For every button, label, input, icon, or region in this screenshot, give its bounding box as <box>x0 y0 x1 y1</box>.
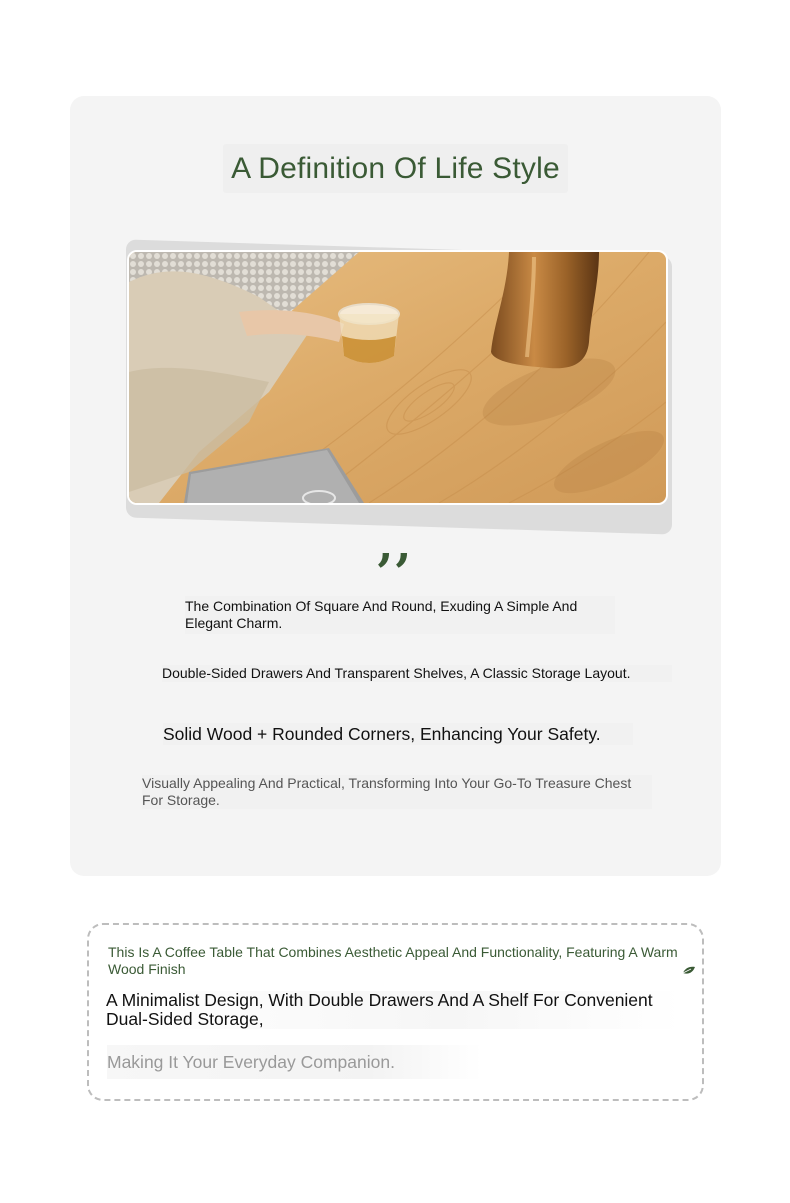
section-title: A Definition Of Life Style <box>70 152 721 186</box>
quote-mark: ,, <box>377 517 414 571</box>
feature-text-1: The Combination Of Square And Round, Exuding A Simple And Elegant Charm. <box>185 596 615 634</box>
description-box <box>87 923 704 1101</box>
lifestyle-photo <box>127 250 668 505</box>
description-line-2: A Minimalist Design, With Double Drawers And A Shelf For Convenient Dual-Sided Storage, <box>106 991 681 1029</box>
feature-text-2: Double-Sided Drawers And Transparent Shelves, A Classic Storage Layout. <box>162 665 672 682</box>
feature-text-3: Solid Wood + Rounded Corners, Enhancing Your Safety. <box>163 723 633 745</box>
description-line-1: This Is A Coffee Table That Combines Aesthetic Appeal And Functionality, Featuring A Warm Wood Finish <box>108 944 678 977</box>
description-line-3: Making It Your Everyday Companion. <box>107 1045 482 1079</box>
lifestyle-card <box>70 96 721 876</box>
feature-text-4: Visually Appealing And Practical, Transforming Into Your Go-To Treasure Chest For Storage. <box>142 775 652 809</box>
leaf-icon <box>682 965 696 977</box>
